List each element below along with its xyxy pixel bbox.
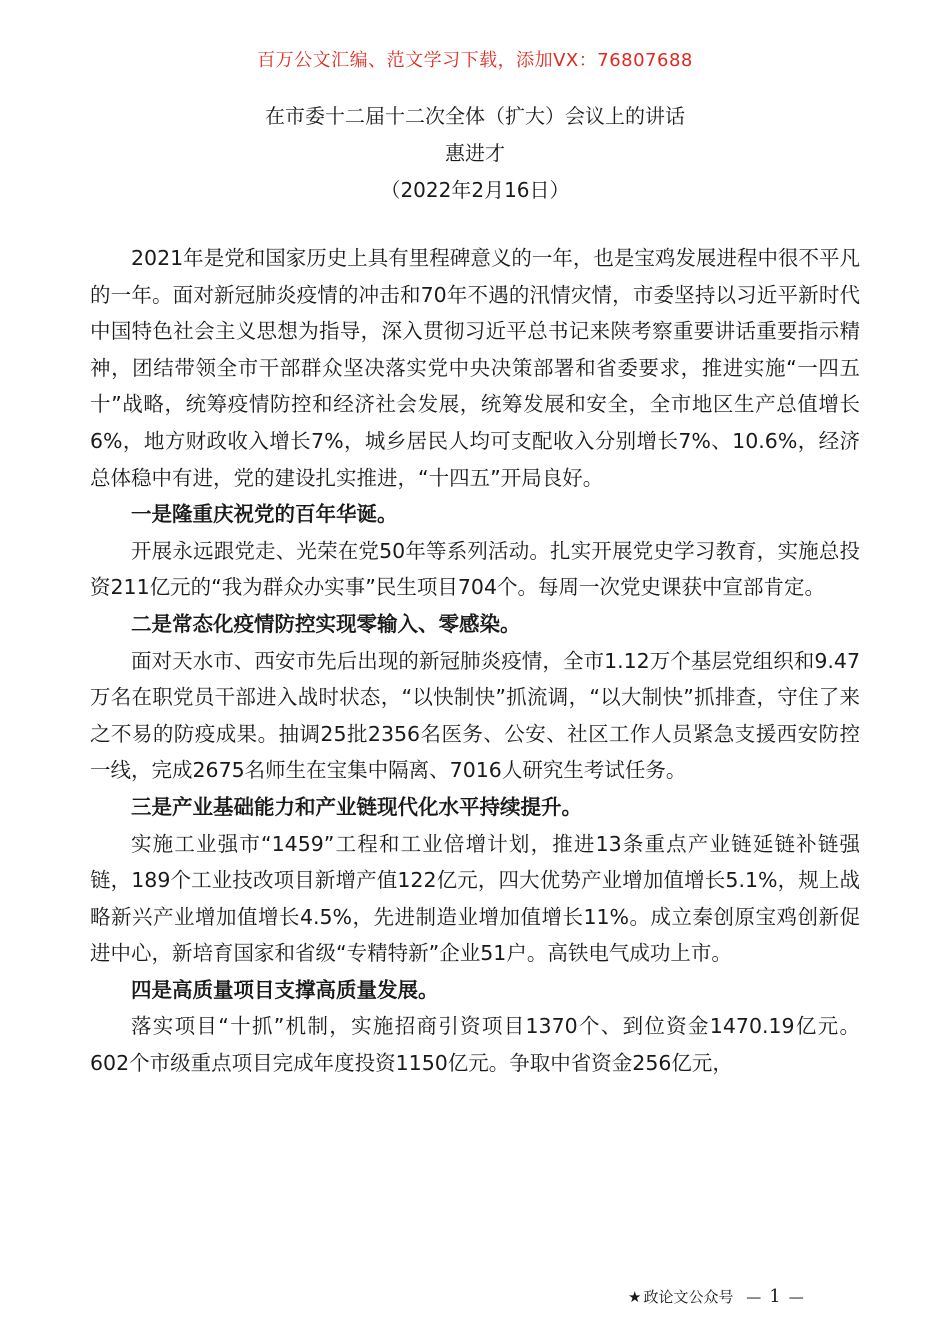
page-footer <box>628 1286 812 1307</box>
section-paragraph-4: 落实项目“十抓”机制，实施招商引资项目1370个、到位资金1470.19亿元。602个市级重点项目完成年度投资1150亿元。争取中省资金256亿元， <box>90 1014 860 1076</box>
section-heading-2: 二是常态化疫情防控实现零输入、零感染。 <box>131 611 521 636</box>
speech-title: 在市委十二届十二次全体（扩大）会议上的讲话 <box>265 104 685 128</box>
document-body <box>90 240 860 1082</box>
section-paragraph-1: 开展永远跟党走、光荣在党50年等系列活动。扎实开展党史学习教育，实施总投资211亿元的“我为群众办实事”民生项目704个。每周一次党史课获中宣部肯定。 <box>90 538 860 600</box>
footer-source: 政论文公众号 <box>643 1288 734 1306</box>
document-header <box>0 98 950 209</box>
section-heading-3: 三是产业基础能力和产业链现代化水平持续提升。 <box>131 794 582 819</box>
section-paragraph-3: 实施工业强市“1459”工程和工业倍增计划，推进13条重点产业链延链补链强链，189个工业技改项目新增产值122亿元，四大优势产业增加值增长5.1%，规上战略新兴产业增加值增长4.5%，先进制造业增加值增长11%。成立秦创原宝鸡创新促进中心，新培育国家和省级“专精特新”企业51户。高铁电气成功上市。 <box>90 831 860 966</box>
section-heading-4: 四是高质量项目支撑高质量发展。 <box>131 977 439 1002</box>
star-icon: ★ <box>628 1288 642 1306</box>
footer-dash-right: — <box>788 1288 804 1306</box>
page-number: 1 <box>769 1286 781 1307</box>
watermark-banner: 百万公文汇编、范文学习下载，添加VX：76807688 <box>257 50 693 71</box>
speech-date: （2022年2月16日） <box>380 178 570 202</box>
intro-paragraph: 2021年是党和国家历史上具有里程碑意义的一年，也是宝鸡发展进程中很不平凡的一年。面对新冠肺炎疫情的冲击和70年不遇的汛情灾情，市委坚持以习近平新时代中国特色社会主义思想为指导，深入贯彻习近平总书记来陕考察重要讲话重要指示精神，团结带领全市干部群众坚决落实党中央决策部署和省委要求，推进实施“一四五十”战略，统筹疫情防控和经济社会发展，统筹发展和安全，全市地区生产总值增长6%，地方财政收入增长7%，城乡居民人均可支配收入分别增长7%、10.6%，经济总体稳中有进，党的建设扎实推进，“十四五”开局良好。 <box>90 246 860 490</box>
section-heading-1: 一是隆重庆祝党的百年华诞。 <box>131 502 398 527</box>
section-paragraph-2: 面对天水市、西安市先后出现的新冠肺炎疫情，全市1.12万个基层党组织和9.47万名在职党员干部进入战时状态，“以快制快”抓流调，“以大制快”抓排查，守住了来之不易的防疫成果。抽调25批2356名医务、公安、社区工作人员紧急支援西安防控一线，完成2675名师生在宝集中隔离、7016人研究生考试任务。 <box>90 648 860 783</box>
footer-dash-left: — <box>746 1288 762 1306</box>
speaker-name: 惠进才 <box>445 141 505 165</box>
